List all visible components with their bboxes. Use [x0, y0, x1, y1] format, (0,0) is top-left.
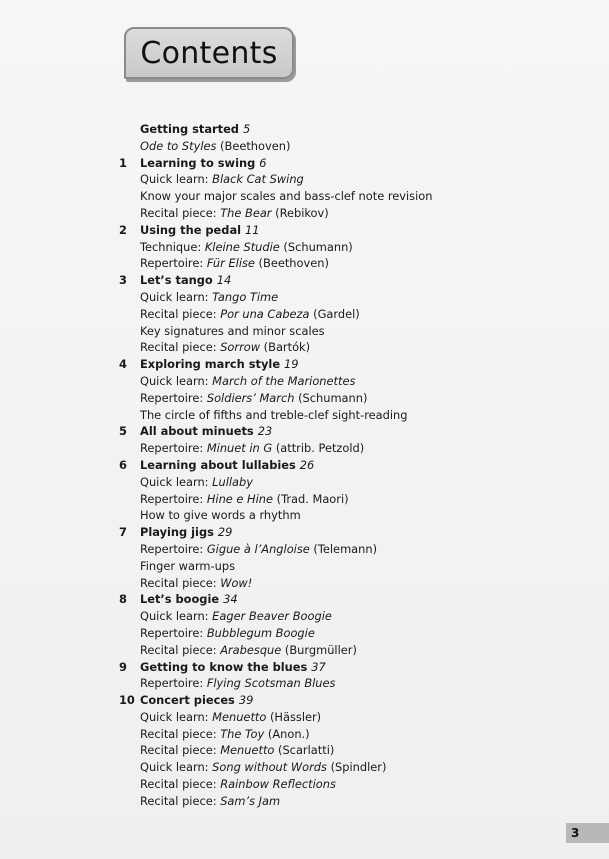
chapter-page-number: 39 — [238, 693, 254, 708]
item-indent — [119, 289, 140, 306]
chapter-page-number: 26 — [299, 457, 315, 472]
item-piece-title: The Toy — [220, 726, 265, 741]
item-prefix: Repertoire: — [140, 441, 207, 456]
chapter-number: 8 — [119, 592, 127, 607]
item-piece-title: The Bear — [220, 205, 272, 220]
chapter-number: 1 — [119, 155, 127, 170]
item-prefix: Key signatures and minor scales — [140, 323, 325, 338]
item-prefix: Repertoire: — [140, 390, 207, 405]
item-piece-title: Sorrow — [220, 340, 261, 355]
chapter-page-number: 14 — [216, 273, 232, 288]
item-suffix: (Gardel) — [309, 306, 360, 321]
toc-item-row — [119, 138, 579, 155]
item-indent — [119, 625, 140, 642]
chapter-title: Learning about lullabies — [140, 457, 296, 472]
item-suffix: (Trad. Maori) — [273, 491, 349, 506]
chapter-title: Getting started — [140, 122, 239, 136]
toc-chapter-row — [119, 457, 579, 474]
toc-item-row — [119, 675, 579, 692]
item-prefix: Quick learn: — [140, 609, 213, 624]
item-suffix: (Spindler) — [326, 760, 387, 775]
toc-item-row — [119, 255, 579, 272]
chapter-title: Getting to know the blues — [140, 659, 308, 674]
toc-item-row — [119, 709, 579, 726]
item-prefix: Recital piece: — [140, 340, 221, 355]
item-indent — [119, 491, 140, 508]
toc-item-row — [119, 289, 579, 306]
toc-item-row — [119, 642, 579, 659]
item-suffix: (Rebikov) — [271, 205, 329, 220]
item-suffix: (Telemann) — [309, 541, 378, 556]
table-of-contents — [119, 121, 579, 810]
item-suffix: (Schumann) — [279, 239, 353, 254]
item-piece-title: Flying Scotsman Blues — [206, 676, 336, 691]
chapter-page-number: 34 — [223, 592, 238, 607]
item-prefix: Quick learn: — [140, 373, 213, 388]
toc-item-row — [119, 171, 579, 188]
toc-item-row — [119, 390, 579, 407]
item-indent — [119, 759, 140, 776]
item-prefix: Recital piece: — [140, 743, 221, 758]
item-indent — [119, 709, 140, 726]
toc-item-row — [119, 793, 579, 810]
item-piece-title: Song without Words — [212, 760, 327, 775]
item-piece-title: Menuetto — [212, 709, 267, 724]
item-piece-title: Ode to Styles — [140, 138, 217, 153]
item-piece-title: Minuet in G — [206, 441, 273, 456]
item-indent — [119, 642, 140, 659]
item-indent — [119, 575, 140, 592]
item-piece-title: Por una Cabeza — [220, 306, 310, 321]
item-indent — [119, 255, 140, 272]
item-indent — [119, 558, 140, 575]
item-indent — [119, 793, 140, 810]
item-piece-title: March of the Marionettes — [212, 373, 356, 388]
item-piece-title: Kleine Studie — [204, 239, 280, 254]
chapter-number: 7 — [119, 525, 127, 540]
item-prefix: Quick learn: — [140, 709, 213, 724]
item-piece-title: Arabesque — [220, 642, 282, 657]
item-indent — [119, 407, 140, 424]
item-suffix: (Anon.) — [264, 726, 310, 741]
item-piece-title: Hine e Hine — [206, 491, 274, 506]
item-suffix: (Beethoven) — [254, 256, 329, 271]
chapter-title: Concert pieces — [140, 693, 235, 708]
item-piece-title: Lullaby — [212, 474, 254, 489]
item-prefix: Recital piece: — [140, 726, 221, 741]
toc-chapter-row — [119, 591, 579, 608]
item-prefix: Recital piece: — [140, 777, 221, 792]
item-piece-title: Black Cat Swing — [212, 172, 304, 187]
item-prefix: How to give words a rhythm — [140, 508, 301, 523]
chapter-page-number: 29 — [217, 525, 233, 540]
item-prefix: Repertoire: — [140, 256, 207, 271]
item-prefix: Technique: — [140, 239, 205, 254]
chapter-page-number: 6 — [259, 155, 267, 170]
item-piece-title: Gigue à l’Angloise — [206, 541, 310, 556]
item-indent — [119, 507, 140, 524]
item-indent — [119, 742, 140, 759]
item-prefix: Recital piece: — [140, 642, 221, 657]
item-piece-title: Wow! — [220, 575, 253, 590]
toc-item-row — [119, 759, 579, 776]
toc-item-row — [119, 776, 579, 793]
item-prefix: Repertoire: — [140, 625, 207, 640]
toc-item-row — [119, 608, 579, 625]
item-piece-title: Menuetto — [220, 743, 275, 758]
item-prefix: Finger warm-ups — [140, 558, 236, 573]
chapter-number: 9 — [119, 659, 127, 674]
item-indent — [119, 726, 140, 743]
toc-item-row — [119, 323, 579, 340]
item-indent — [119, 138, 140, 155]
chapter-number: 10 — [119, 693, 135, 708]
chapter-number — [119, 121, 140, 138]
toc-item-row — [119, 339, 579, 356]
item-indent — [119, 239, 140, 256]
item-prefix: Recital piece: — [140, 575, 221, 590]
page-title: Contents — [140, 35, 278, 71]
item-prefix: Repertoire: — [140, 491, 207, 506]
item-piece-title: Tango Time — [212, 289, 279, 304]
chapter-page-number: 11 — [245, 222, 260, 237]
page-number: 3 — [571, 826, 580, 840]
chapter-number: 2 — [119, 222, 127, 237]
toc-chapter-row — [119, 659, 579, 676]
toc-item-row — [119, 205, 579, 222]
item-prefix: Know your major scales and bass-clef note revision — [140, 189, 433, 204]
item-indent — [119, 373, 140, 390]
toc-item-row — [119, 306, 579, 323]
item-prefix: Recital piece: — [140, 306, 221, 321]
item-indent — [119, 541, 140, 558]
item-prefix: Recital piece: — [140, 793, 221, 808]
item-piece-title: Eager Beaver Boogie — [212, 609, 332, 624]
chapter-title: Playing jigs — [140, 525, 214, 540]
toc-item-row — [119, 188, 579, 205]
toc-chapter-row — [119, 121, 579, 138]
item-piece-title: Soldiers’ March — [206, 390, 295, 405]
item-suffix: (Burgmüller) — [281, 642, 357, 657]
item-indent — [119, 171, 140, 188]
item-prefix: Recital piece: — [140, 205, 221, 220]
toc-item-row — [119, 491, 579, 508]
item-prefix: Repertoire: — [140, 541, 207, 556]
item-indent — [119, 339, 140, 356]
item-prefix: Quick learn: — [140, 474, 213, 489]
toc-chapter-row — [119, 692, 579, 709]
page-number-tab — [566, 823, 609, 843]
item-prefix: Quick learn: — [140, 289, 213, 304]
chapter-title: Exploring march style — [140, 357, 281, 372]
item-piece-title: Rainbow Reflections — [220, 777, 336, 792]
contents-title-box — [124, 27, 294, 79]
item-piece-title: Bubblegum Boogie — [206, 625, 315, 640]
toc-item-row — [119, 474, 579, 491]
toc-chapter-row — [119, 356, 579, 373]
toc-chapter-row — [119, 524, 579, 541]
toc-chapter-row — [119, 272, 579, 289]
chapter-page-number: 37 — [311, 659, 326, 674]
item-indent — [119, 675, 140, 692]
toc-item-row — [119, 625, 579, 642]
item-indent — [119, 440, 140, 457]
chapter-title: Using the pedal — [140, 222, 242, 237]
chapter-page-number: 23 — [257, 424, 273, 439]
toc-item-row — [119, 407, 579, 424]
item-suffix: (Bartók) — [260, 340, 311, 355]
toc-item-row — [119, 440, 579, 457]
chapter-number: 3 — [119, 273, 127, 288]
chapter-title: Learning to swing — [140, 155, 256, 170]
toc-item-row — [119, 726, 579, 743]
item-suffix: (Beethoven) — [216, 138, 291, 153]
item-suffix: (Hässler) — [266, 709, 322, 724]
chapter-title: Let’s boogie — [140, 592, 220, 607]
toc-chapter-row — [119, 155, 579, 172]
item-indent — [119, 306, 140, 323]
item-piece-title: Sam’s Jam — [220, 793, 281, 808]
item-prefix: Quick learn: — [140, 760, 213, 775]
item-indent — [119, 390, 140, 407]
toc-chapter-row — [119, 222, 579, 239]
item-indent — [119, 474, 140, 491]
item-suffix: (Scarlatti) — [274, 743, 335, 758]
toc-item-row — [119, 575, 579, 592]
chapter-title: Let’s tango — [140, 273, 213, 288]
item-indent — [119, 608, 140, 625]
chapter-number: 4 — [119, 357, 127, 372]
chapter-number: 6 — [119, 457, 127, 472]
item-suffix: (Schumann) — [294, 390, 368, 405]
item-prefix: Repertoire: — [140, 676, 207, 691]
toc-item-row — [119, 558, 579, 575]
item-suffix: (attrib. Petzold) — [272, 441, 365, 456]
item-indent — [119, 205, 140, 222]
item-piece-title: Für Elise — [206, 256, 255, 271]
item-prefix: Quick learn: — [140, 172, 213, 187]
chapter-number: 5 — [119, 424, 127, 439]
toc-item-row — [119, 239, 579, 256]
chapter-page-number: 19 — [284, 357, 299, 372]
chapter-page-number: 5 — [242, 122, 251, 136]
toc-item-row — [119, 373, 579, 390]
toc-chapter-row — [119, 423, 579, 440]
toc-item-row — [119, 742, 579, 759]
toc-item-row — [119, 507, 579, 524]
item-indent — [119, 323, 140, 340]
chapter-title: All about minuets — [140, 424, 254, 439]
item-indent — [119, 188, 140, 205]
toc-item-row — [119, 541, 579, 558]
item-prefix: The circle of fifths and treble-clef sight-reading — [140, 407, 408, 422]
item-indent — [119, 776, 140, 793]
